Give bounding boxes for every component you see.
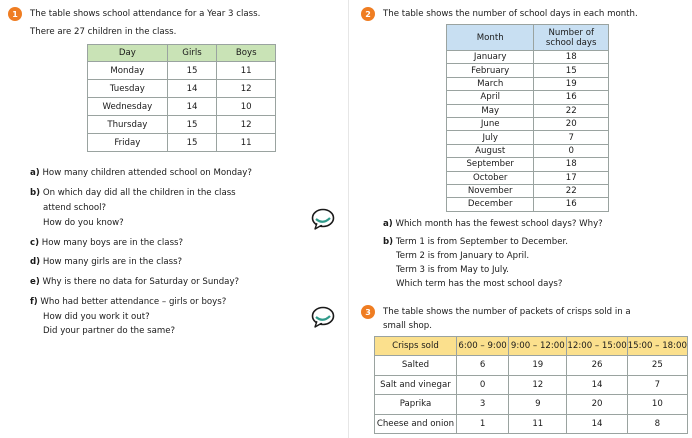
- table-cell: Thursday: [88, 116, 168, 134]
- question-text: How many boys are in the class?: [41, 238, 184, 248]
- question-label: b): [383, 237, 394, 247]
- table-row: [375, 414, 688, 434]
- table-cell: December: [447, 198, 534, 211]
- question-1d: [30, 257, 182, 268]
- table-row: [375, 395, 688, 415]
- question-text: How many children attended school on Monday?: [42, 168, 252, 178]
- question-text: Which month has the fewest school days? Why?: [395, 219, 603, 229]
- column-divider: [348, 0, 349, 438]
- table-cell: 20: [567, 395, 627, 415]
- question-label: c): [30, 238, 40, 248]
- table-cell: 7: [534, 131, 609, 144]
- table-cell: February: [447, 64, 534, 77]
- table-cell: 12: [217, 116, 276, 134]
- table-cell: September: [447, 158, 534, 171]
- table-cell: 19: [534, 77, 609, 90]
- column-header: Day: [88, 45, 168, 62]
- table-row: [447, 104, 609, 117]
- table-cell: 14: [567, 375, 627, 395]
- column-header: 6:00 – 9:00: [456, 337, 508, 356]
- table-cell: Tuesday: [88, 80, 168, 98]
- table-cell: January: [447, 51, 534, 64]
- table-cell: 14: [567, 414, 627, 434]
- table-cell: 10: [217, 98, 276, 116]
- table-row: [375, 375, 688, 395]
- question-text: Who had better attendance – girls or boys?: [40, 297, 227, 307]
- table-cell: Cheese and onion: [375, 414, 457, 434]
- table-cell: 14: [167, 80, 217, 98]
- table-cell: 22: [534, 184, 609, 197]
- column-header: 9:00 – 12:00: [509, 337, 567, 356]
- question-label: d): [30, 257, 41, 267]
- question-text: How many girls are in the class?: [42, 257, 183, 267]
- question-2b-line-3: Term 3 is from May to July.: [396, 265, 509, 275]
- question-2-number-badge: 2: [361, 7, 375, 21]
- table-cell: 8: [627, 414, 687, 434]
- column-header: Boys: [217, 45, 276, 62]
- question-1-intro-2: There are 27 children in the class.: [30, 27, 177, 37]
- table-cell: 25: [627, 356, 687, 376]
- table-cell: 7: [627, 375, 687, 395]
- crisps-sold-table: [374, 336, 688, 434]
- question-1-intro: The table shows school attendance for a Year 3 class.: [30, 9, 261, 19]
- column-header: Crisps sold: [375, 337, 457, 356]
- table-cell: 18: [534, 51, 609, 64]
- table-row: [88, 98, 276, 116]
- table-cell: Friday: [88, 134, 168, 152]
- table-cell: July: [447, 131, 534, 144]
- table-cell: 1: [456, 414, 508, 434]
- table-cell: 22: [534, 104, 609, 117]
- table-header-row: [375, 337, 688, 356]
- question-1a: [30, 168, 252, 179]
- table-cell: May: [447, 104, 534, 117]
- table-row: [88, 62, 276, 80]
- table-cell: 18: [534, 158, 609, 171]
- table-row: [88, 80, 276, 98]
- table-row: [88, 116, 276, 134]
- question-text: Why is there no data for Saturday or Sunday?: [42, 277, 240, 287]
- table-cell: 15: [167, 62, 217, 80]
- attendance-table: [87, 44, 276, 152]
- column-header: Number of school days: [534, 25, 609, 51]
- table-row: [447, 91, 609, 104]
- table-cell: 14: [167, 98, 217, 116]
- table-header-row: [447, 25, 609, 51]
- table-row: [447, 171, 609, 184]
- table-cell: October: [447, 171, 534, 184]
- table-cell: 0: [456, 375, 508, 395]
- question-label: a): [383, 219, 393, 229]
- question-3-intro-2: small shop.: [383, 321, 432, 331]
- table-cell: 12: [217, 80, 276, 98]
- table-cell: 16: [534, 91, 609, 104]
- discussion-bubble-icon: [311, 208, 335, 230]
- table-cell: 20: [534, 117, 609, 130]
- table-cell: Monday: [88, 62, 168, 80]
- table-cell: April: [447, 91, 534, 104]
- question-1b-line-3: How do you know?: [43, 218, 124, 228]
- question-label: e): [30, 277, 40, 287]
- table-cell: 15: [534, 64, 609, 77]
- table-cell: Salted: [375, 356, 457, 376]
- table-cell: 0: [534, 144, 609, 157]
- school-days-table: [446, 24, 609, 212]
- question-text: Term 1 is from September to December.: [395, 237, 569, 247]
- table-cell: 11: [217, 134, 276, 152]
- question-2a: [383, 219, 603, 230]
- question-2b: [383, 237, 568, 248]
- table-cell: November: [447, 184, 534, 197]
- table-header-row: [88, 45, 276, 62]
- table-cell: August: [447, 144, 534, 157]
- question-label: a): [30, 168, 40, 178]
- table-cell: June: [447, 117, 534, 130]
- question-1f-line-3: Did your partner do the same?: [43, 326, 176, 336]
- table-row: [447, 158, 609, 171]
- question-2-intro: The table shows the number of school days in each month.: [383, 9, 638, 19]
- table-cell: 16: [534, 198, 609, 211]
- table-row: [447, 51, 609, 64]
- question-label: b): [30, 188, 41, 198]
- question-1f-line-2: How did you work it out?: [43, 312, 150, 322]
- column-header: 15:00 – 18:00: [627, 337, 687, 356]
- table-cell: Salt and vinegar: [375, 375, 457, 395]
- table-cell: 9: [509, 395, 567, 415]
- question-1b: [30, 188, 236, 199]
- question-1e: [30, 277, 239, 288]
- question-text: On which day did all the children in the class: [42, 188, 236, 198]
- table-row: [375, 356, 688, 376]
- question-1c: [30, 238, 183, 249]
- table-cell: 10: [627, 395, 687, 415]
- question-1b-line-2: attend school?: [43, 203, 107, 213]
- question-label: f): [30, 297, 38, 307]
- table-cell: 3: [456, 395, 508, 415]
- table-cell: 15: [167, 134, 217, 152]
- question-3-intro: The table shows the number of packets of crisps sold in a: [383, 307, 631, 317]
- column-header: Month: [447, 25, 534, 51]
- table-row: [447, 117, 609, 130]
- table-cell: 12: [509, 375, 567, 395]
- table-cell: March: [447, 77, 534, 90]
- table-cell: 6: [456, 356, 508, 376]
- column-header: 12:00 – 15:00: [567, 337, 627, 356]
- question-2b-line-2: Term 2 is from January to April.: [396, 251, 530, 261]
- question-1-number-badge: 1: [8, 7, 22, 21]
- table-row: [447, 77, 609, 90]
- discussion-bubble-icon: [311, 306, 335, 328]
- table-row: [447, 144, 609, 157]
- table-cell: 15: [167, 116, 217, 134]
- table-row: [447, 198, 609, 211]
- column-header: Girls: [167, 45, 217, 62]
- table-cell: 17: [534, 171, 609, 184]
- table-row: [447, 64, 609, 77]
- table-cell: Paprika: [375, 395, 457, 415]
- table-cell: Wednesday: [88, 98, 168, 116]
- question-2b-line-4: Which term has the most school days?: [396, 279, 563, 289]
- table-cell: 19: [509, 356, 567, 376]
- table-cell: 11: [217, 62, 276, 80]
- table-cell: 26: [567, 356, 627, 376]
- table-row: [447, 131, 609, 144]
- table-row: [447, 184, 609, 197]
- question-1f: [30, 297, 226, 308]
- table-cell: 11: [509, 414, 567, 434]
- question-3-number-badge: 3: [361, 305, 375, 319]
- table-row: [88, 134, 276, 152]
